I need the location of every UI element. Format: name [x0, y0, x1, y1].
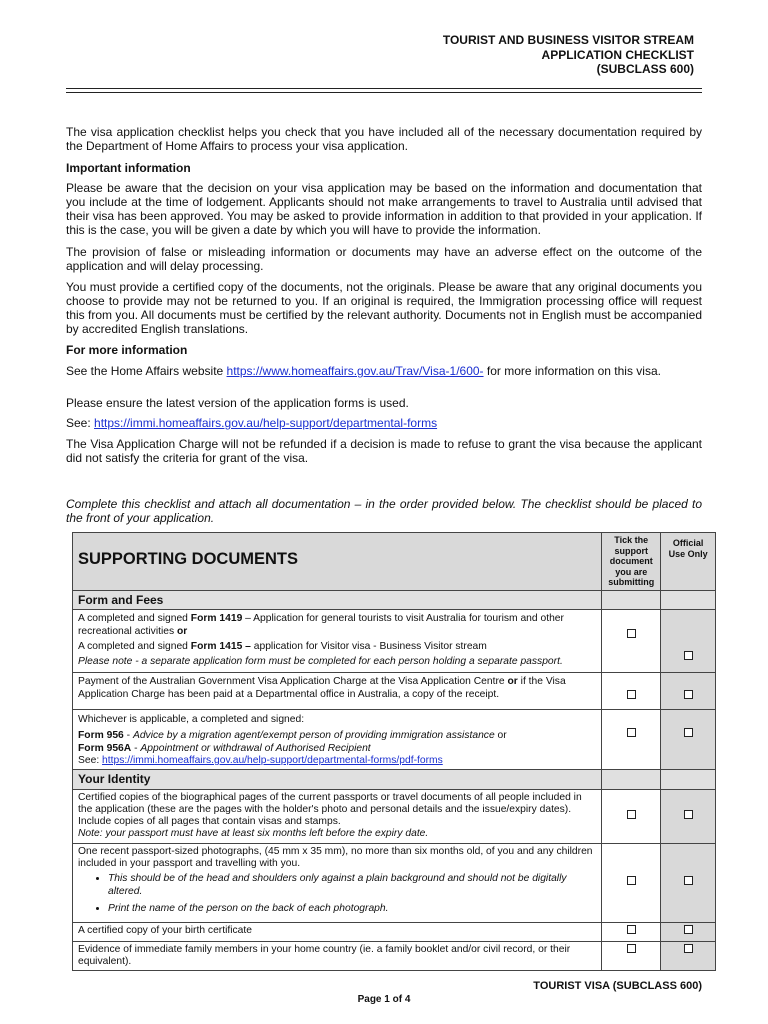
footer-visa-title: TOURIST VISA (SUBCLASS 600) — [533, 980, 702, 992]
table-row — [73, 610, 716, 673]
supporting-documents-table — [72, 532, 716, 971]
charge-note: The Visa Application Charge will not be refunded if a decision is made to refuse to grant the visa because the applicant did not satisfy the criteria for grant of the visa. — [66, 437, 702, 465]
intro-paragraph: The visa application checklist helps you check that you have included all of the necessary documentation required by the Department of Home Affairs to process your visa application. — [66, 125, 702, 153]
official-checkbox[interactable] — [684, 728, 693, 737]
forms-note: Please ensure the latest version of the application forms is used. — [66, 396, 409, 410]
official-checkbox[interactable] — [684, 925, 693, 934]
tick-checkbox[interactable] — [627, 728, 636, 737]
form-956-label: Form 956 — [78, 730, 124, 742]
table-row — [73, 710, 716, 770]
see-prefix: See: — [66, 416, 95, 430]
header-rule-top — [66, 88, 702, 89]
list-item: • Print the name of the person on the back of each photograph. — [108, 903, 596, 915]
checklist-instructions: Complete this checklist and attach all documentation – in the order provided below. The checklist should be placed to the front of your application. — [66, 497, 702, 525]
departmental-forms-link[interactable]: https://immi.homeaffairs.gov.au/help-support/departmental-forms — [94, 416, 438, 430]
photographs-cell: One recent passport-sized photographs, (45 mm x 35 mm), no more than six months old, of you and any children included in your passport and travelling with you. • This should be of the head and shoulders only against a plain background and should not be digitally altered. • Print the name of the person on the back of each photograph. — [73, 843, 602, 922]
official-checkbox[interactable] — [684, 876, 693, 885]
header-rule-bottom — [66, 92, 702, 93]
official-checkbox[interactable] — [684, 651, 693, 660]
website-line — [66, 364, 702, 378]
see-forms-line — [66, 416, 702, 430]
tick-checkbox[interactable] — [627, 925, 636, 934]
website-prefix: See the Home Affairs website — [66, 364, 227, 378]
family-evidence-cell: Evidence of immediate family members in your home country (ie. a family booklet and/or civil record, or their equivalent). — [73, 941, 602, 971]
table-row — [73, 941, 716, 971]
website-suffix: for more information on this visa. — [483, 364, 661, 378]
passport-copies-cell: Certified copies of the biographical pages of the current passports or travel documents of all people included in the application (these are the pages with the holder's photo and personal details and the issue/expiry dates). Include copies of all pages that contain visas and stamps. Note: your passport must have at least six months left before the expiry date. — [73, 789, 602, 843]
official-checkbox[interactable] — [684, 810, 693, 819]
tick-checkbox[interactable] — [627, 944, 636, 953]
form-1419-label: Form 1419 — [190, 613, 243, 625]
section-your-identity — [73, 770, 716, 789]
pdf-forms-link[interactable]: https://immi.homeaffairs.gov.au/help-support/departmental-forms/pdf-forms — [102, 754, 443, 766]
header-line-2: APPLICATION CHECKLIST — [541, 47, 694, 62]
table-row — [73, 789, 716, 843]
home-affairs-visa-link[interactable]: https://www.homeaffairs.gov.au/Trav/Visa-1/600- — [226, 364, 484, 378]
form-1415-label: Form 1415 – — [190, 640, 251, 652]
table-row — [73, 673, 716, 710]
form-1419-1415-cell: A completed and signed Form 1419 – Application for general tourists to visit Australia for tourism and other recreational activities or A completed and signed Form 1415 – application for Visitor visa - Business Visitor stream Please note - a separate application form must be completed for each person holding a separate passport. — [73, 610, 602, 673]
section-title: Your Identity — [73, 770, 602, 789]
form-956-cell: Whichever is applicable, a completed and signed: Form 956 - Advice by a migration agent/exempt person of providing immigration assistance or Form 956A - Appointment or withdrawal of Authorised Recipient See: https://immi.homeaffairs.gov.au/help-support/departmental-forms/pdf-forms — [73, 710, 602, 770]
table-row — [73, 923, 716, 941]
table-row — [73, 843, 716, 922]
tick-checkbox[interactable] — [627, 876, 636, 885]
table-title: SUPPORTING DOCUMENTS — [73, 533, 602, 591]
important-paragraph-3: You must provide a certified copy of the documents, not the originals. Please be aware that any original documents you choose to provide may not be returned to you. If an original is required, the Immigration processing office will request this from you. All documents must be certified by the relevant authority. Documents not in English must be accompanied by accredited English translations. — [66, 280, 702, 336]
more-info-heading: For more information — [66, 343, 188, 357]
birth-certificate-cell: A certified copy of your birth certificate — [73, 923, 602, 941]
list-item: • This should be of the head and shoulders only against a plain background and should not be digitally altered. — [108, 873, 596, 898]
important-heading: Important information — [66, 161, 191, 175]
separate-form-note: Please note - a separate application form must be completed for each person holding a separate passport. — [78, 656, 563, 668]
tick-checkbox[interactable] — [627, 629, 636, 638]
important-paragraph-1: Please be aware that the decision on your visa application may be based on the information and documentation that you include at the time of lodgement. Applicants should not make arrangements to travel to Australia until advised that their visa has been approved. You may be asked to provide information in addition to that provided in your application. If this is the case, you will be given a date by which you will have to provide the information. — [66, 181, 702, 237]
official-column-header: Official Use Only — [661, 533, 716, 591]
header-line-1: TOURIST AND BUSINESS VISITOR STREAM — [442, 33, 694, 47]
important-paragraph-2: The provision of false or misleading information or documents may have an adverse effect on the outcome of the application and will delay processing. — [66, 245, 702, 273]
visa-charge-cell: Payment of the Australian Government Visa Application Charge at the Visa Application Centre or if the Visa Application Charge has been paid at a Departmental office in Australia, a copy of the receipt. — [73, 673, 602, 710]
tick-checkbox[interactable] — [627, 690, 636, 699]
tick-checkbox[interactable] — [627, 810, 636, 819]
page-number: Page 1 of 4 — [357, 994, 411, 1005]
section-form-and-fees — [73, 591, 716, 610]
form-956a-label: Form 956A — [78, 742, 132, 754]
section-title: Form and Fees — [73, 591, 602, 610]
header-line-3: (SUBCLASS 600) — [596, 62, 694, 76]
table-header-row — [73, 533, 716, 591]
passport-expiry-note: Note: your passport must have at least six months left before the expiry date. — [78, 828, 429, 840]
document-header — [443, 33, 694, 77]
tick-column-header: Tick the support document you are submitting — [602, 533, 661, 591]
official-checkbox[interactable] — [684, 690, 693, 699]
official-checkbox[interactable] — [684, 944, 693, 953]
photograph-requirements-list — [78, 873, 596, 915]
